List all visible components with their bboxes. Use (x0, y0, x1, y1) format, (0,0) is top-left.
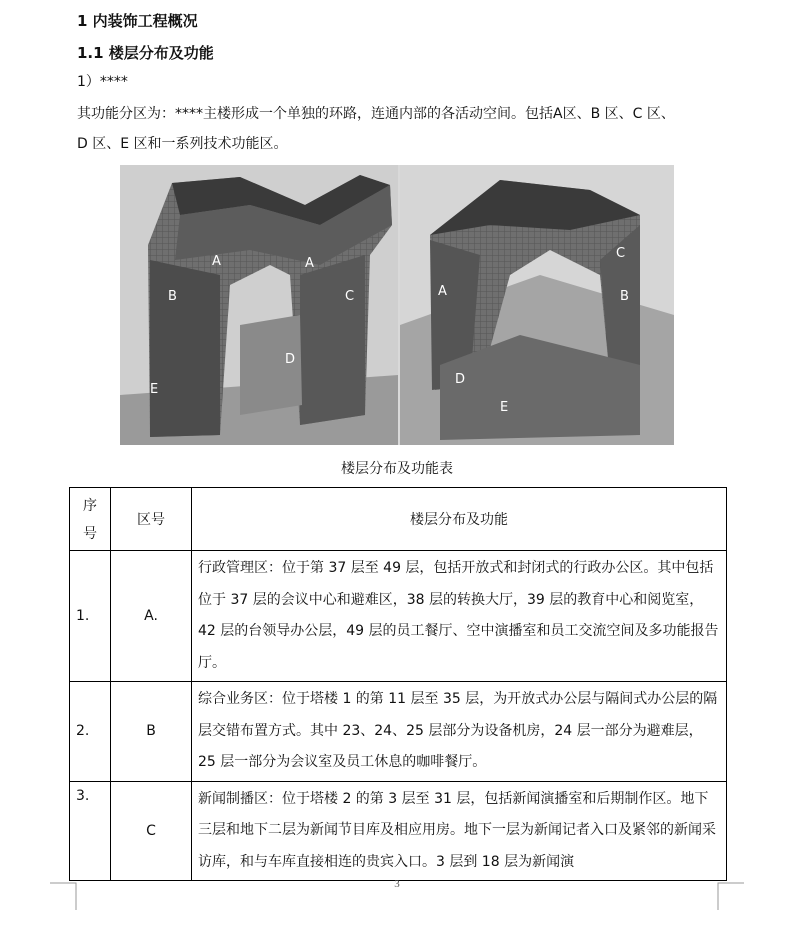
header-seq-line1: 序 (83, 498, 97, 514)
label-a-left-2: A (305, 256, 314, 271)
label-d-left: D (285, 352, 296, 367)
corner-mark-left (50, 880, 80, 910)
header-zone: 区号 (111, 488, 192, 551)
row-seq: 2. (70, 682, 111, 782)
row-zone: A. (111, 551, 192, 682)
row-desc: 新闻制播区：位于塔楼 2 的第 3 层至 31 层，包括新闻演播室和后期制作区。地下三层和地下二层为新闻节目库及相应用房。地下一层为新闻记者入口及紧邻的新闻采访库，和与车库直接相连的贵宾入口。3 层到 18 层为新闻演 (192, 781, 727, 881)
building-figure (120, 165, 674, 445)
label-b-left: B (168, 289, 177, 304)
label-a-right: A (438, 284, 447, 299)
label-b-right: B (620, 289, 629, 304)
header-seq (70, 488, 111, 551)
row-desc: 综合业务区：位于塔楼 1 的第 11 层至 35 层，为开放式办公层与隔间式办公层的隔层交错布置方式。其中 23、24、25 层部分为设备机房，24 层一部分为避难层，25 层一部分为会议室及员工休息的咖啡餐厅。 (192, 682, 727, 782)
label-c-right: C (616, 246, 626, 261)
heading-2: 1.1 楼层分布及功能 (77, 44, 214, 62)
building-illustration (120, 165, 674, 445)
corner-mark-right (714, 880, 744, 910)
table-row (70, 551, 727, 682)
table-header-row (70, 488, 727, 551)
row-seq: 3. (70, 781, 111, 881)
header-desc: 楼层分布及功能 (192, 488, 727, 551)
intro-line-2: D 区、E 区和一系列技术功能区。 (77, 136, 288, 152)
intro-line-1: 其功能分区为：****主楼形成一个单独的环路，连通内部的各活动空间。包括A区、B 区、C 区、 (77, 106, 675, 122)
item-marker: 1）**** (77, 74, 128, 90)
label-a-left-1: A (212, 254, 221, 269)
label-d-right: D (455, 372, 466, 387)
table-row (70, 781, 727, 881)
row-zone: B (111, 682, 192, 782)
heading-1: 1 内装饰工程概况 (77, 12, 198, 30)
right-view (400, 165, 674, 445)
label-e-right: E (500, 400, 509, 415)
header-seq-line2: 号 (83, 526, 97, 542)
row-desc: 行政管理区：位于第 37 层至 49 层，包括开放式和封闭式的行政办公区。其中包括位于 37 层的会议中心和避难区，38 层的转换大厅，39 层的教育中心和阅览室，42 层的台领导办公层，49 层的员工餐厅、空中演播室和员工交流空间及多功能报告厅。 (192, 551, 727, 682)
table-row (70, 682, 727, 782)
left-view (120, 165, 398, 445)
label-e-left: E (150, 382, 159, 397)
table-caption: 楼层分布及功能表 (341, 461, 453, 477)
page-number: 3 (394, 878, 400, 890)
row-seq: 1. (70, 551, 111, 682)
label-c-left: C (345, 289, 355, 304)
row-zone: C (111, 781, 192, 881)
floor-function-table (69, 487, 727, 881)
